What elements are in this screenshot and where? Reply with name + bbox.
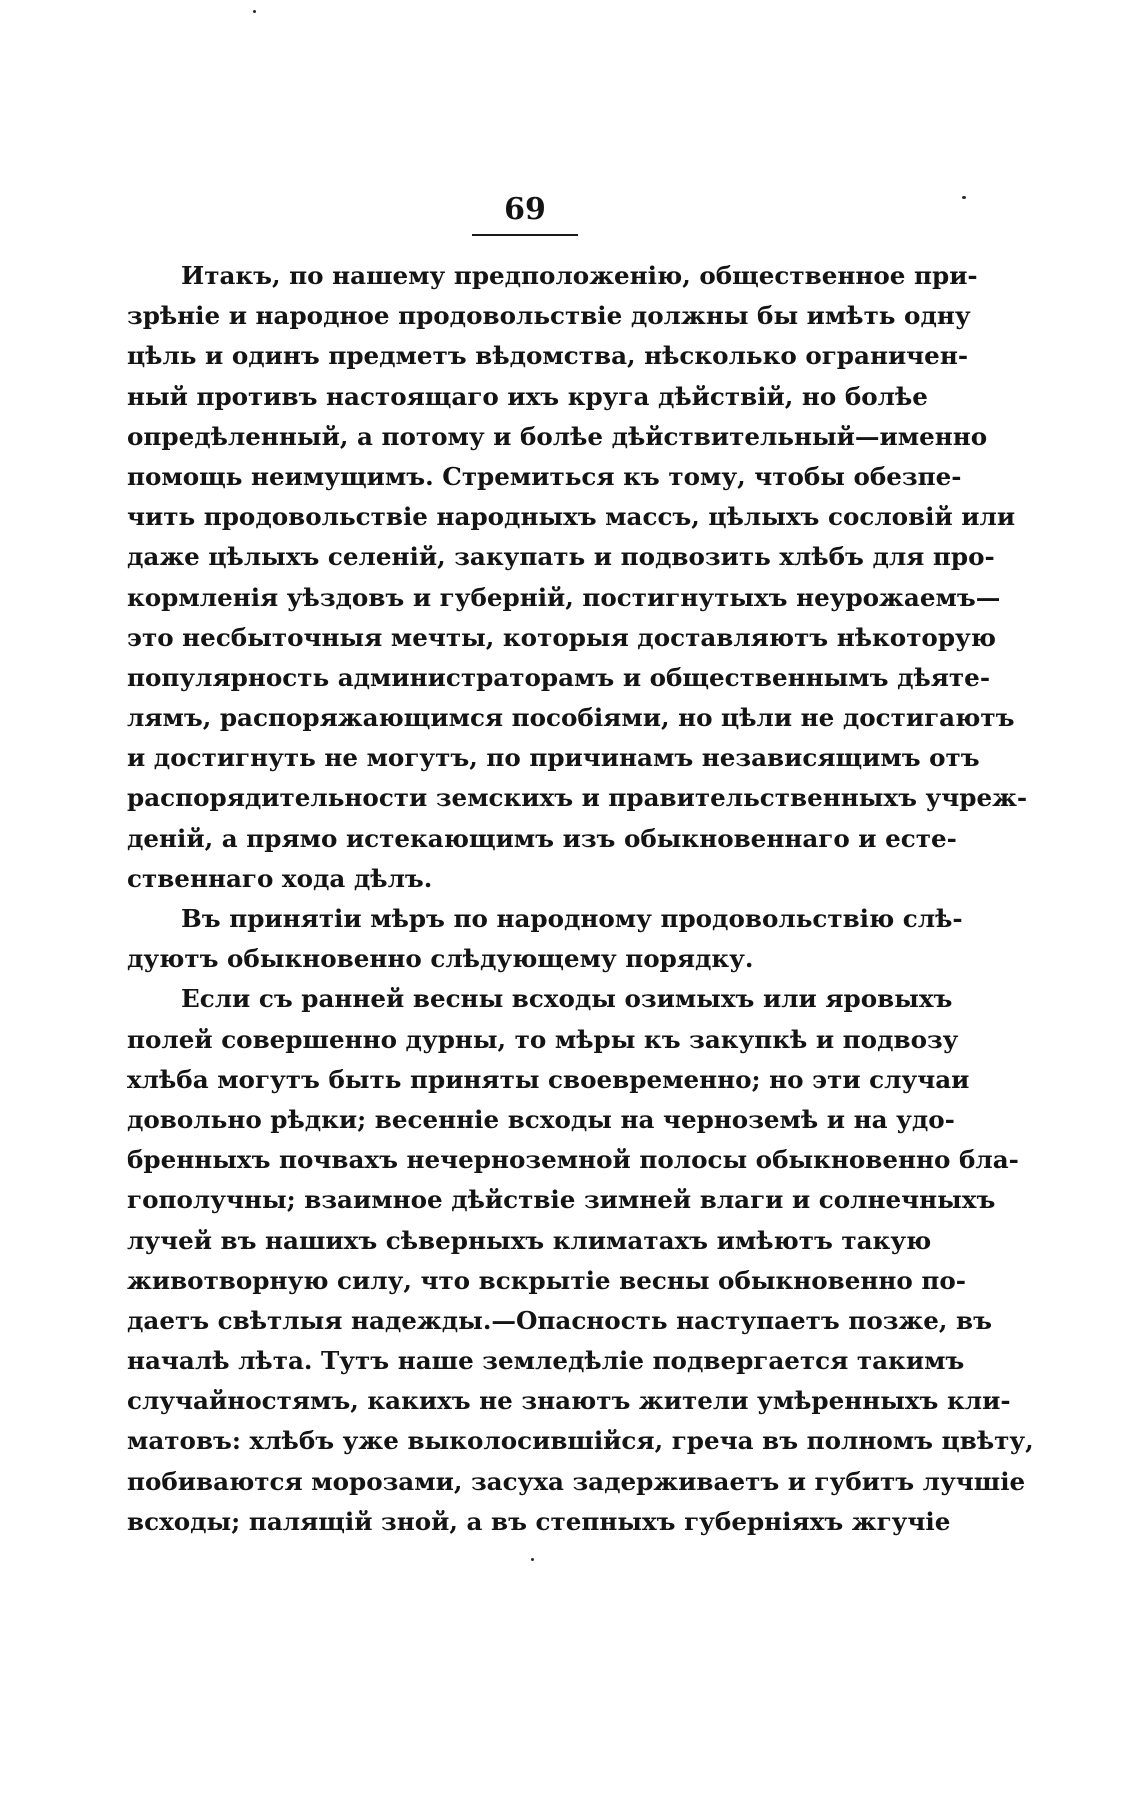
text-line: зрѣніе и народное продовольствіе должны бы имѣть одну: [127, 301, 971, 331]
text-line: ный противъ настоящаго ихъ круга дѣйствій, но болѣе: [127, 381, 928, 411]
text-line: всходы; палящій зной, а въ степныхъ губерніяхъ жгучіе: [127, 1506, 951, 1536]
text-line: распорядительности земскихъ и правительственныхъ учреж-: [127, 783, 1028, 813]
text-line: даетъ свѣтлыя надежды.—Опасность наступаетъ позже, въ: [127, 1305, 992, 1335]
text-line: довольно рѣдки; весенніе всходы на черноземѣ и на удо-: [127, 1104, 955, 1134]
text-line: гополучны; взаимное дѣйствіе зимней влаги и солнечныхъ: [127, 1185, 996, 1215]
text-line: чить продовольствіе народныхъ массъ, цѣлыхъ сословій или: [127, 502, 1016, 532]
text-line: дуютъ обыкновенно слѣдующему порядку.: [127, 944, 754, 974]
page-header: [470, 190, 580, 236]
body-text: [127, 256, 1034, 1542]
text-line: животворную силу, что вскрытіе весны обыкновенно по-: [127, 1265, 966, 1295]
text-line: случайностямъ, какихъ не знаютъ жители умѣренныхъ кли-: [127, 1386, 1011, 1416]
text-line: лямъ, распоряжающимся пособіями, но цѣли не достигаютъ: [127, 703, 1015, 733]
paragraph: [127, 899, 963, 979]
text-line: кормленія уѣздовъ и губерній, постигнутыхъ неурожаемъ—: [127, 582, 1001, 612]
text-line: ственнаго хода дѣлъ.: [127, 863, 433, 893]
text-line: Если съ ранней весны всходы озимыхъ или яровыхъ: [181, 984, 953, 1014]
text-line: цѣль и одинъ предметъ вѣдомства, нѣсколько ограничен-: [127, 341, 969, 371]
text-line: полей совершенно дурны, то мѣры къ закупкѣ и подвозу: [127, 1024, 959, 1054]
text-line: лучей въ нашихъ сѣверныхъ климатахъ имѣютъ такую: [127, 1225, 932, 1255]
header-rule: [472, 234, 578, 236]
text-line: даже цѣлыхъ селеній, закупать и подвозить хлѣбъ для про-: [127, 542, 995, 572]
text-line: Въ принятіи мѣръ по народному продовольствію слѣ-: [181, 904, 963, 933]
text-line: это несбыточныя мечты, которыя доставляютъ нѣкоторую: [127, 622, 996, 652]
page-number: 69: [504, 192, 546, 227]
text-line: бренныхъ почвахъ нечерноземной полосы обыкновенно бла-: [127, 1145, 1019, 1175]
text-line: побиваются морозами, засуха задерживаетъ и губитъ лучшіе: [127, 1466, 1026, 1496]
scan-speck-margin: [962, 196, 966, 199]
text-line: популярность администраторамъ и общественнымъ дѣяте-: [127, 662, 991, 692]
text-line: хлѣба могутъ быть приняты своевременно; но эти случаи: [127, 1064, 970, 1094]
text-line: и достигнуть не могутъ, по причинамъ независящимъ отъ: [127, 743, 980, 773]
text-line: помощь неимущимъ. Стремиться къ тому, чтобы обезпе-: [127, 461, 962, 491]
text-line: началѣ лѣта. Тутъ наше земледѣліе подвергается такимъ: [127, 1346, 965, 1376]
paragraph: [127, 979, 1034, 1542]
paragraph: [127, 256, 1028, 899]
scan-speck-top: [253, 10, 256, 13]
text-line: опредѣленный, а потому и болѣе дѣйствительный—именно: [127, 421, 988, 451]
text-line: Итакъ, по нашему предположенію, общественное при-: [181, 261, 978, 290]
text-line: деній, а прямо истекающимъ изъ обыкновеннаго и есте-: [127, 823, 957, 853]
text-line: матовъ: хлѣбъ уже выколосившійся, греча въ полномъ цвѣту,: [127, 1426, 1034, 1456]
scan-speck-bottom: [531, 1558, 534, 1561]
